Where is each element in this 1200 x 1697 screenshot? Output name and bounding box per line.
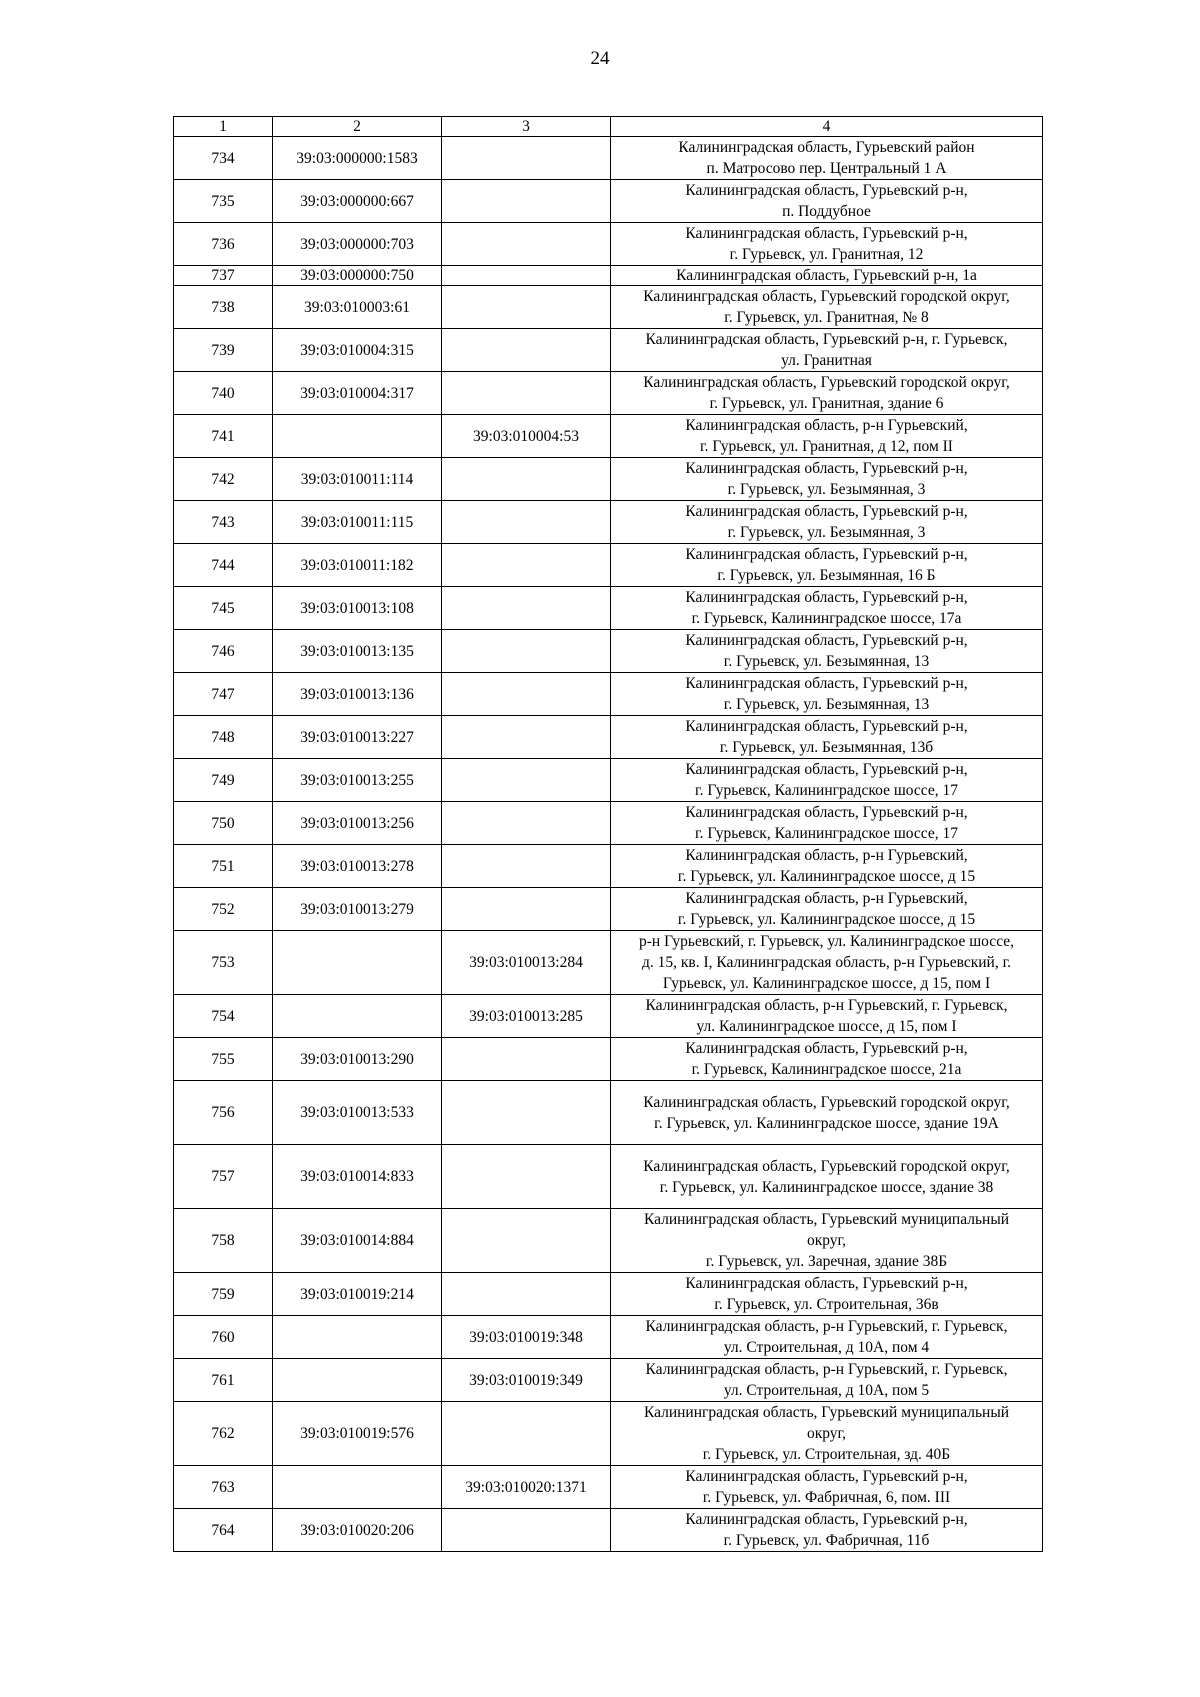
address-line: Калининградская область, Гурьевский р-н, [685,546,968,563]
cadastral-number: 39:03:010013:279 [273,888,442,931]
address-line: ул. Строительная, д 10А, пом 4 [723,1339,930,1356]
cadastral-number-premises [442,1509,611,1552]
row-number: 759 [174,1273,273,1316]
cadastral-number-premises [442,329,611,372]
cadastral-number-premises: 39:03:010013:285 [442,995,611,1038]
row-number: 743 [174,501,273,544]
table-row [174,137,1043,180]
address-line: г. Гурьевск, ул. Гранитная, д 12, пом II [700,438,953,455]
table-row [174,372,1043,415]
address-line: Калининградская область, Гурьевский городской округ, [643,1157,1010,1175]
row-number: 758 [174,1209,273,1273]
table-body [174,137,1043,1552]
row-number: 744 [174,544,273,587]
address-line: ул. Гранитная [781,352,872,369]
address-line: г. Гурьевск, Калининградское шоссе, 17а [691,610,962,627]
address-line: ул. Калининградское шоссе, д 15, пом I [696,1018,957,1035]
table-row [174,995,1043,1038]
address-line: Калининградская область, Гурьевский р-н, [685,1468,968,1485]
address-line: Калининградская область, Гурьевский городской округ, [643,288,1010,305]
address-line: г. Гурьевск, ул. Безымянная, 13 [723,653,930,670]
table-row [174,1273,1043,1316]
address-line: Калининградская область, Гурьевский р-н, [685,1040,968,1057]
address-cell [611,329,1043,372]
header-col-4: 4 [611,117,1043,137]
row-number: 736 [174,223,273,266]
cadastral-number [273,1316,442,1359]
address-line: Калининградская область, Гурьевский городской округ, [643,374,1010,391]
address-line: г. Гурьевск, ул. Гранитная, 12 [729,246,924,263]
header-col-2: 2 [273,117,442,137]
address-line: г. Гурьевск, ул. Калининградское шоссе, д 15 [677,911,976,928]
cadastral-number-premises [442,587,611,630]
page-number: 24 [590,48,610,69]
cadastral-number-premises: 39:03:010019:348 [442,1316,611,1359]
registry-table [173,116,1043,1552]
table-row [174,845,1043,888]
row-number: 747 [174,673,273,716]
row-number: 753 [174,931,273,995]
row-number: 735 [174,180,273,223]
cadastral-number: 39:03:010013:290 [273,1038,442,1081]
cadastral-number-premises [442,458,611,501]
address-line: округ, [806,1232,847,1249]
address-line: г. Гурьевск, ул. Безымянная, 3 [727,481,926,498]
address-cell [611,1316,1043,1359]
table-row [174,759,1043,802]
table-row [174,673,1043,716]
table-row [174,180,1043,223]
cadastral-number-premises [442,845,611,888]
address-line: Калининградская область, Гурьевский р-н, [685,225,968,242]
address-line: Калининградская область, р-н Гурьевский, г. Гурьевск, [645,1318,1008,1335]
address-line: п. Поддубное [782,203,871,220]
address-line: Калининградская область, Гурьевский муниципальный [643,1404,1010,1421]
address-cell [611,716,1043,759]
address-line: г. Гурьевск, ул. Гранитная, здание 6 [709,395,944,412]
cadastral-number: 39:03:010014:833 [273,1145,442,1209]
cadastral-number: 39:03:010004:315 [273,329,442,372]
address-cell [611,673,1043,716]
address-cell [611,759,1043,802]
cadastral-number: 39:03:010019:576 [273,1402,442,1466]
address-line: г. Гурьевск, ул. Калининградское шоссе, д 15 [677,868,976,885]
address-line: г. Гурьевск, Калининградское шоссе, 17 [695,825,958,842]
address-line: Калининградская область, Гурьевский р-н, [685,1275,968,1292]
cadastral-number: 39:03:010011:115 [273,501,442,544]
address-line: г. Гурьевск, Калининградское шоссе, 17 [695,782,958,799]
address-cell [611,587,1043,630]
cadastral-number: 39:03:010011:114 [273,458,442,501]
address-line: Калининградская область, Гурьевский р-н, [685,1511,968,1528]
address-cell [611,845,1043,888]
address-cell [611,1402,1043,1466]
address-line: р-н Гурьевский, г. Гурьевск, ул. Калининградское шоссе, [638,933,1015,950]
table-row [174,1038,1043,1081]
cadastral-number-premises [442,888,611,931]
row-number: 749 [174,759,273,802]
cadastral-number: 39:03:010014:884 [273,1209,442,1273]
cadastral-number-premises [442,137,611,180]
address-cell [611,415,1043,458]
address-cell [611,1081,1043,1145]
cadastral-number: 39:03:010013:278 [273,845,442,888]
address-cell [611,137,1043,180]
cadastral-number-premises [442,223,611,266]
address-cell [611,372,1043,415]
address-line: Калининградская область, Гурьевский р-н, [685,804,968,821]
table-row [174,1509,1043,1552]
address-cell [611,458,1043,501]
row-number: 741 [174,415,273,458]
row-number: 755 [174,1038,273,1081]
address-line: Калининградская область, Гурьевский муниципальный [643,1211,1010,1228]
header-col-3: 3 [442,117,611,137]
table-row [174,458,1043,501]
address-line: г. Гурьевск, ул. Строительная, зд. 40Б [702,1446,951,1463]
cadastral-number: 39:03:010003:61 [273,286,442,329]
cadastral-number: 39:03:010013:255 [273,759,442,802]
address-cell [611,802,1043,845]
cadastral-number-premises [442,544,611,587]
cadastral-number: 39:03:010011:182 [273,544,442,587]
address-cell [611,1273,1043,1316]
table-row [174,1359,1043,1402]
address-line: Калининградская область, р-н Гурьевский, г. Гурьевск, [645,1361,1008,1378]
cadastral-number [273,415,442,458]
cadastral-number: 39:03:010004:317 [273,372,442,415]
cadastral-number-premises [442,759,611,802]
table-row [174,802,1043,845]
cadastral-number-premises [442,716,611,759]
cadastral-number-premises [442,1209,611,1273]
address-cell [611,180,1043,223]
address-line: Калининградская область, Гурьевский р-н, [685,182,968,199]
row-number: 746 [174,630,273,673]
cadastral-number: 39:03:000000:1583 [273,137,442,180]
row-number: 754 [174,995,273,1038]
address-line: Калининградская область, р-н Гурьевский, [685,417,968,434]
address-line: Калининградская область, Гурьевский р-н, [685,589,968,606]
address-line: Калининградская область, Гурьевский р-н, г. Гурьевск, [645,331,1008,348]
address-line: г. Гурьевск, ул. Фабричная, 11б [723,1532,930,1549]
address-line: г. Гурьевск, ул. Строительная, 36в [714,1296,939,1313]
address-cell [611,931,1043,995]
address-line: п. Матросово пер. Центральный 1 А [706,160,947,177]
address-line: Гурьевск, ул. Калининградское шоссе, д 15, пом I [662,975,991,992]
address-line: Калининградская область, Гурьевский р-н, [685,503,968,520]
address-line: г. Гурьевск, ул. Калининградское шоссе, здание 19А [654,1114,999,1132]
row-number: 762 [174,1402,273,1466]
cadastral-number-premises: 39:03:010004:53 [442,415,611,458]
table-row [174,415,1043,458]
cadastral-number-premises [442,1402,611,1466]
address-cell [611,1209,1043,1273]
address-line: Калининградская область, Гурьевский городской округ, [643,1093,1010,1111]
address-line: Калининградская область, Гурьевский р-н, 1а [676,266,977,284]
cadastral-number-premises [442,802,611,845]
address-line: ул. Строительная, д 10А, пом 5 [723,1382,930,1399]
cadastral-number [273,1466,442,1509]
row-number: 738 [174,286,273,329]
cadastral-number-premises: 39:03:010013:284 [442,931,611,995]
table-row [174,587,1043,630]
row-number: 739 [174,329,273,372]
row-number: 745 [174,587,273,630]
row-number: 764 [174,1509,273,1552]
cadastral-number-premises [442,266,611,286]
address-line: Калининградская область, р-н Гурьевский, [685,890,968,907]
address-cell [611,1145,1043,1209]
row-number: 750 [174,802,273,845]
row-number: 751 [174,845,273,888]
address-cell [611,888,1043,931]
header-col-1: 1 [174,117,273,137]
address-line: Калининградская область, Гурьевский р-н, [685,761,968,778]
row-number: 756 [174,1081,273,1145]
table-row [174,544,1043,587]
address-line: г. Гурьевск, ул. Безымянная, 3 [727,524,926,541]
address-cell [611,1038,1043,1081]
address-cell [611,1359,1043,1402]
table-header-row [174,117,1043,137]
cadastral-number: 39:03:000000:703 [273,223,442,266]
cadastral-number: 39:03:010019:214 [273,1273,442,1316]
address-line: д. 15, кв. I, Калининградская область, р-н Гурьевский, г. [641,954,1012,971]
cadastral-number-premises: 39:03:010020:1371 [442,1466,611,1509]
cadastral-number [273,1359,442,1402]
address-line: Калининградская область, р-н Гурьевский, [685,847,968,864]
table-row [174,1081,1043,1145]
cadastral-number-premises: 39:03:010019:349 [442,1359,611,1402]
address-cell [611,266,1043,286]
address-line: Калининградская область, Гурьевский р-н, [685,460,968,477]
cadastral-number [273,931,442,995]
table-row [174,1316,1043,1359]
address-line: Калининградская область, Гурьевский район [678,139,975,156]
cadastral-number: 39:03:010013:256 [273,802,442,845]
table-row [174,888,1043,931]
table-row [174,501,1043,544]
table-row [174,716,1043,759]
address-cell [611,995,1043,1038]
cadastral-number-premises [442,286,611,329]
table-row [174,931,1043,995]
address-cell [611,1466,1043,1509]
address-line: Калининградская область, Гурьевский р-н, [685,632,968,649]
cadastral-number: 39:03:010020:206 [273,1509,442,1552]
row-number: 752 [174,888,273,931]
address-line: г. Гурьевск, ул. Безымянная, 13 [723,696,930,713]
row-number: 734 [174,137,273,180]
cadastral-number: 39:03:000000:750 [273,266,442,286]
cadastral-number [273,995,442,1038]
address-line: г. Гурьевск, ул. Безымянная, 13б [719,739,934,756]
row-number: 740 [174,372,273,415]
table-row [174,286,1043,329]
address-line: Калининградская область, Гурьевский р-н, [685,675,968,692]
cadastral-number-premises [442,630,611,673]
cadastral-number-premises [442,1145,611,1209]
row-number: 742 [174,458,273,501]
table-row [174,329,1043,372]
address-line: г. Гурьевск, Калининградское шоссе, 21а [691,1061,962,1078]
table-row [174,223,1043,266]
address-cell [611,630,1043,673]
address-line: г. Гурьевск, ул. Фабричная, 6, пом. III [702,1489,951,1506]
table-row [174,1209,1043,1273]
cadastral-number-premises [442,372,611,415]
cadastral-number-premises [442,673,611,716]
cadastral-number-premises [442,1081,611,1145]
cadastral-number-premises [442,1038,611,1081]
cadastral-number-premises [442,501,611,544]
address-line: округ, [806,1425,847,1442]
address-cell [611,286,1043,329]
address-line: г. Гурьевск, ул. Гранитная, № 8 [724,309,929,326]
cadastral-number: 39:03:010013:135 [273,630,442,673]
address-line: г. Гурьевск, ул. Безымянная, 16 Б [717,567,936,584]
address-line: г. Гурьевск, ул. Заречная, здание 38Б [705,1253,948,1270]
cadastral-number: 39:03:000000:667 [273,180,442,223]
row-number: 737 [174,266,273,286]
cadastral-number: 39:03:010013:533 [273,1081,442,1145]
row-number: 760 [174,1316,273,1359]
address-cell [611,501,1043,544]
row-number: 763 [174,1466,273,1509]
table-row [174,1145,1043,1209]
table-row [174,266,1043,286]
address-line: Калининградская область, Гурьевский р-н, [685,718,968,735]
cadastral-number-premises [442,180,611,223]
cadastral-number: 39:03:010013:108 [273,587,442,630]
address-cell [611,544,1043,587]
address-line: г. Гурьевск, ул. Калининградское шоссе, здание 38 [659,1178,994,1196]
cadastral-number-premises [442,1273,611,1316]
table-row [174,1466,1043,1509]
table-row [174,1402,1043,1466]
cadastral-number: 39:03:010013:227 [273,716,442,759]
address-cell [611,1509,1043,1552]
cadastral-number: 39:03:010013:136 [273,673,442,716]
row-number: 761 [174,1359,273,1402]
row-number: 757 [174,1145,273,1209]
address-cell [611,223,1043,266]
address-line: Калининградская область, р-н Гурьевский, г. Гурьевск, [645,997,1008,1014]
table-row [174,630,1043,673]
row-number: 748 [174,716,273,759]
